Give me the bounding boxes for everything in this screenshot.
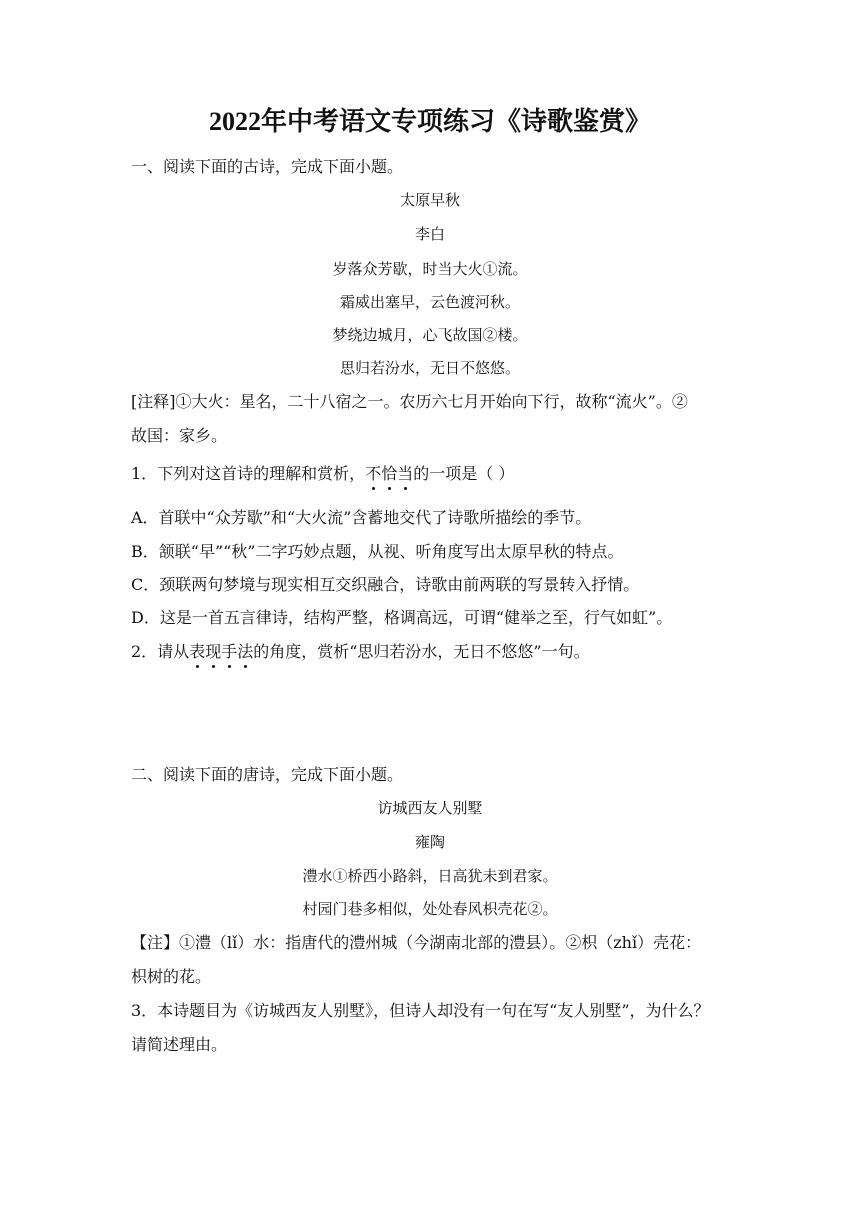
poem-2-line: 村园门巷多相似，处处春风枳壳花②。 xyxy=(302,900,558,918)
poem-2-author: 雍陶 xyxy=(414,833,445,851)
emphasis-char: 恰 xyxy=(381,464,398,483)
poem-2-note-continued: 枳树的花。 xyxy=(131,967,212,986)
poem-1-line: 思归若汾水，无日不悠悠。 xyxy=(339,359,520,377)
option-b: B．颔联“早”“秋”二字巧妙点题，从视、听角度写出太原早秋的特点。 xyxy=(131,542,624,561)
question-3-continued: 请简述理由。 xyxy=(131,1035,228,1054)
poem-1-title: 太原早秋 xyxy=(399,191,460,209)
emphasis-char: 不 xyxy=(365,464,382,483)
poem-1-line: 岁落众芳歇，时当大火①流。 xyxy=(332,260,528,278)
poem-1-note-continued: 故国：家乡。 xyxy=(131,426,228,445)
emphasis-char: 现 xyxy=(205,642,222,661)
emphasis-char: 手 xyxy=(221,642,238,661)
document-title: 2022年中考语文专项练习《诗歌鉴赏》 xyxy=(208,107,651,136)
emphasis-char: 法 xyxy=(237,642,254,661)
emphasis-char: 表 xyxy=(189,642,206,661)
question-1-suffix: 的一项是（ ） xyxy=(413,464,515,483)
question-2-suffix: 的角度，赏析“思归若汾水，无日不悠悠”一句。 xyxy=(253,642,590,661)
option-d: D．这是一首五言律诗，结构严整，格调高远，可谓“健举之至，行气如虹”。 xyxy=(131,608,673,627)
poem-1-author: 李白 xyxy=(414,225,445,243)
poem-2-note: 【注】①澧（lǐ）水：指唐代的澧州城（今湖南北部的澧县）。②枳（zhǐ）壳花： xyxy=(131,933,702,952)
option-c: C．颈联两句梦境与现实相互交织融合，诗歌由前两联的写景转入抒情。 xyxy=(131,575,640,594)
option-a: A．首联中“众芳歇”和“大火流”含蓄地交代了诗歌所描绘的季节。 xyxy=(131,508,592,527)
question-2-prefix: 2．请从 xyxy=(131,642,190,661)
section-1-heading: 一、阅读下面的古诗，完成下面小题。 xyxy=(131,157,404,176)
question-1-prefix: 1．下列对这首诗的理解和赏析， xyxy=(131,464,366,483)
question-3: 3．本诗题目为《访城西友人别墅》，但诗人却没有一句在写“友人别墅”，为什么？ xyxy=(131,1001,710,1020)
poem-1-line: 霜威出塞早，云色渡河秋。 xyxy=(339,293,520,311)
emphasis-char: 当 xyxy=(397,464,414,483)
poem-2-line: 澧水①桥西小路斜，日高犹未到君家。 xyxy=(302,867,558,885)
question-1 xyxy=(131,463,741,485)
question-2 xyxy=(131,641,741,663)
poem-1-line: 梦绕边城月，心飞故国②楼。 xyxy=(332,326,528,344)
poem-2-title: 访城西友人别墅 xyxy=(377,799,483,817)
section-2-heading: 二、阅读下面的唐诗，完成下面小题。 xyxy=(131,765,404,784)
poem-1-note: [注释]①大火：星名，二十八宿之一。农历六七月开始向下行，故称“流火”。② xyxy=(131,392,688,411)
